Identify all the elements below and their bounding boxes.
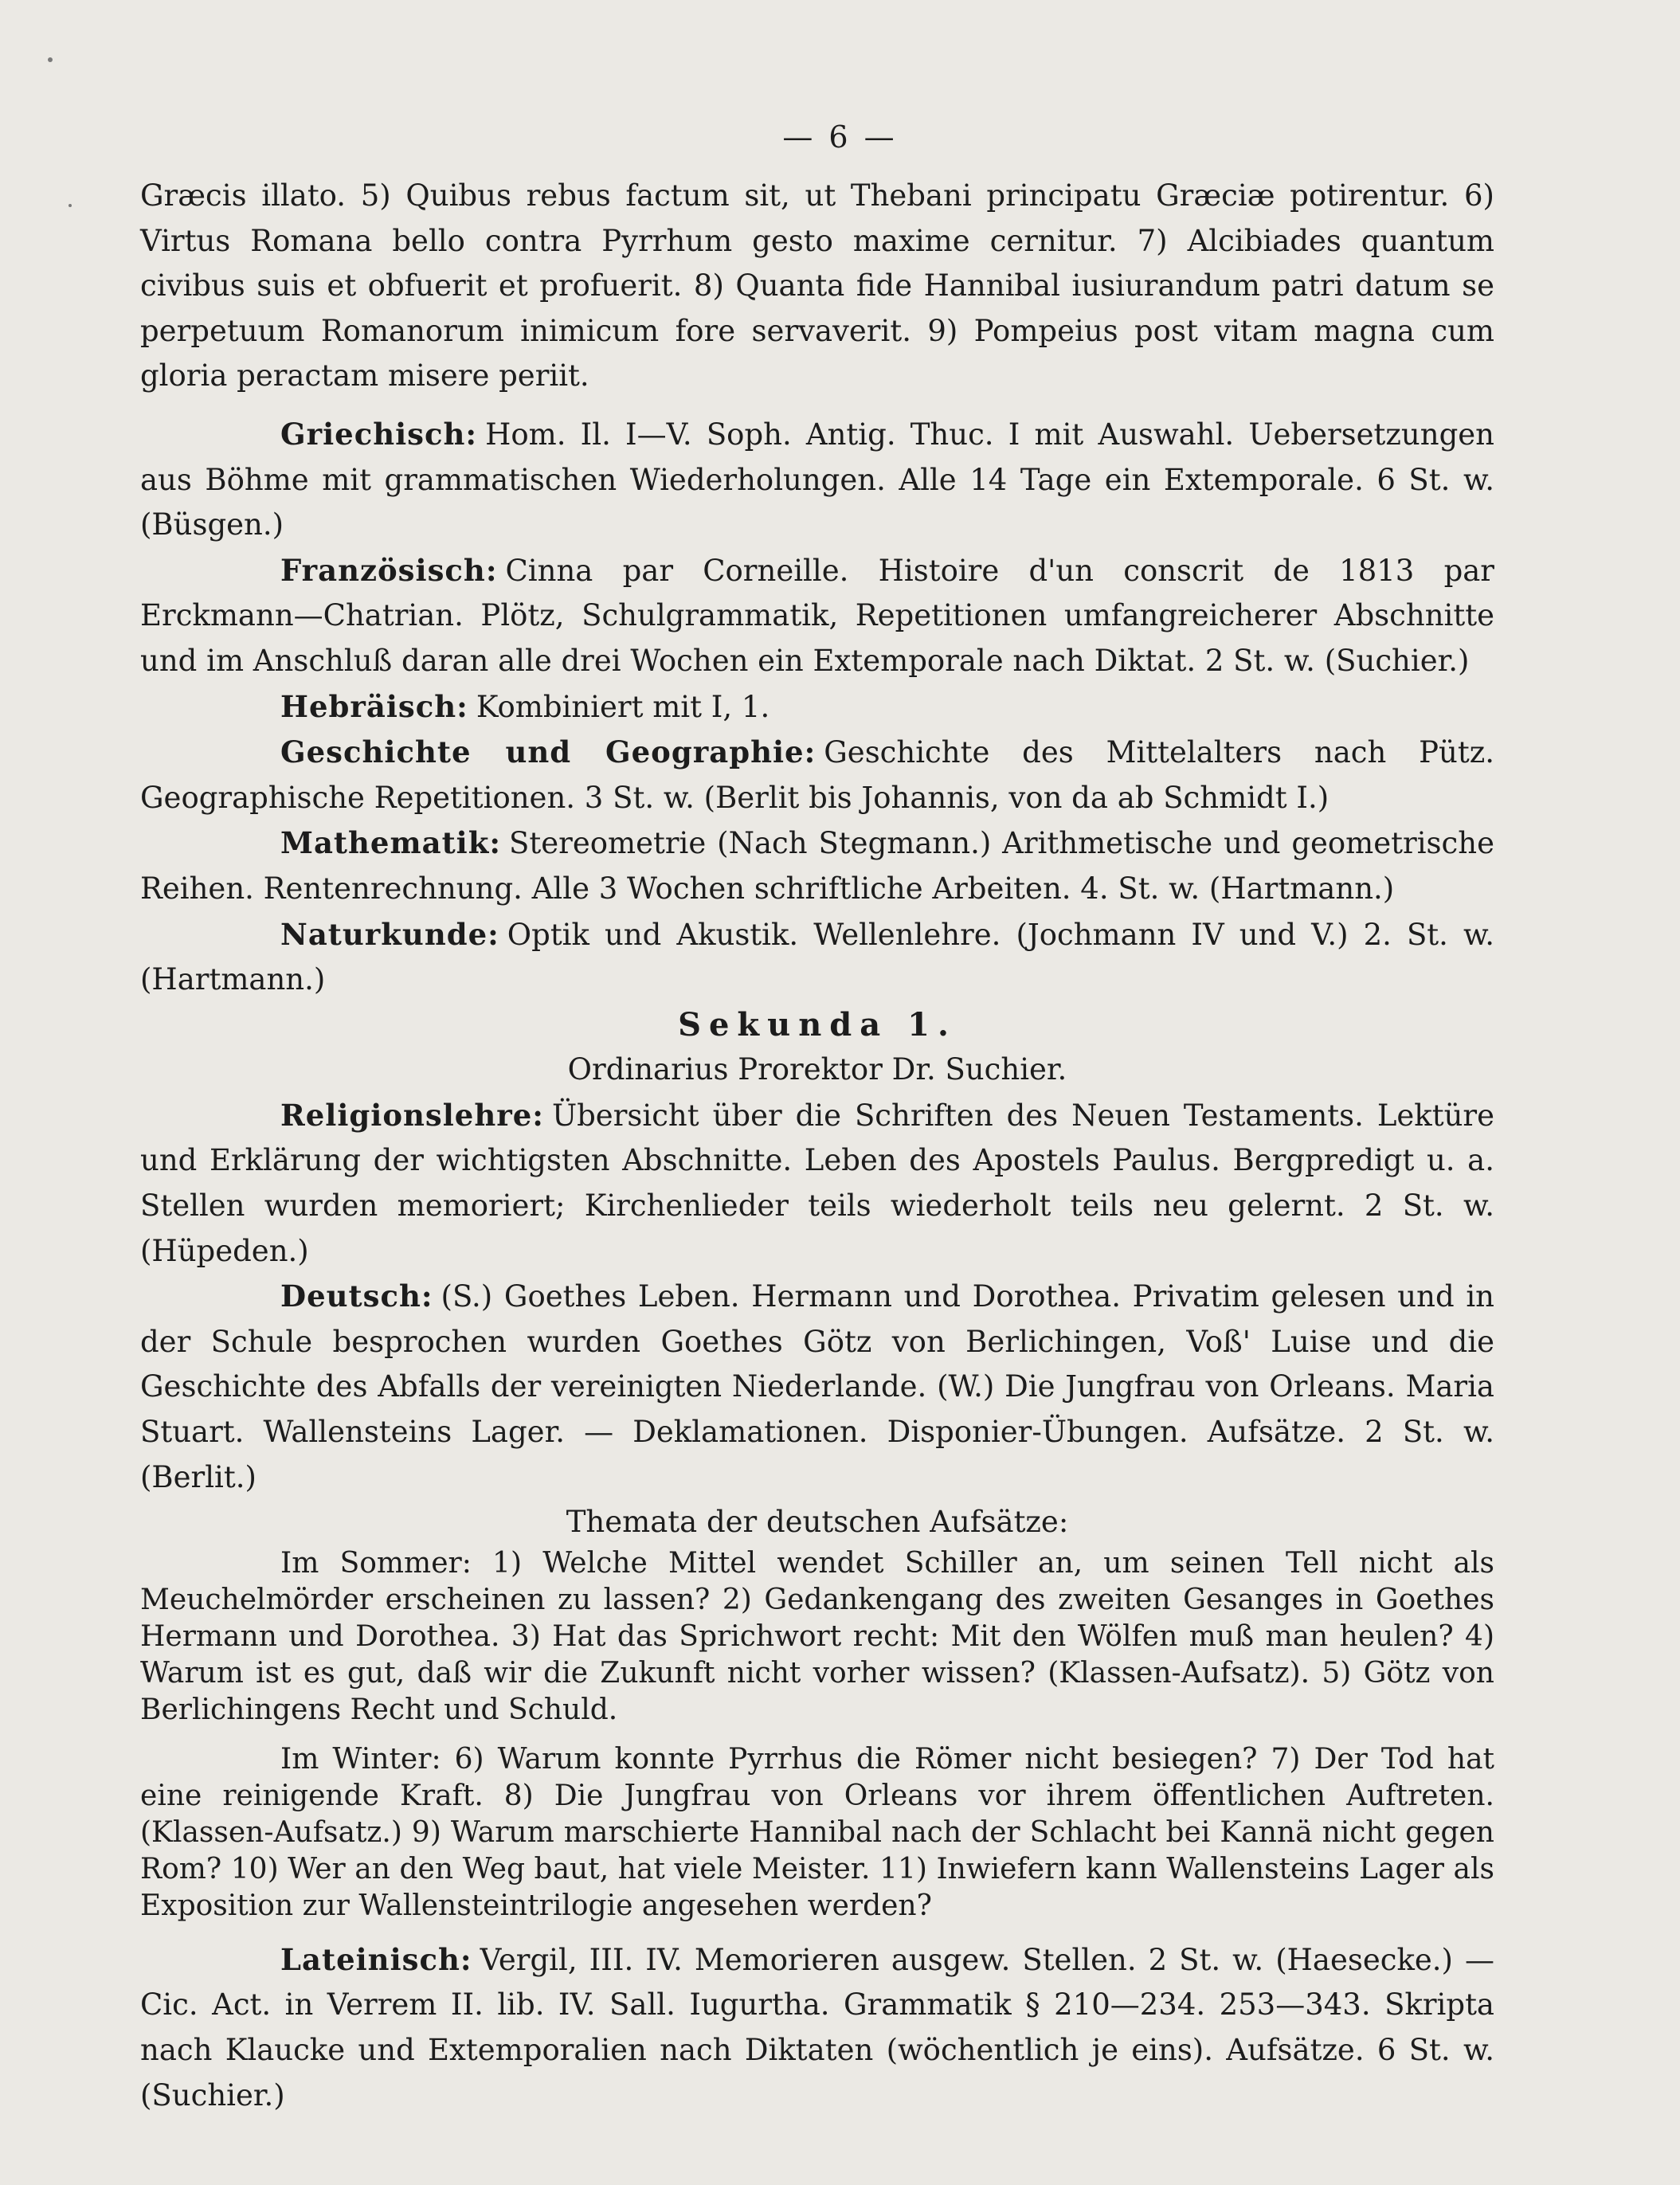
page-body [140, 174, 1494, 2118]
nature-heading: Naturkunde: [280, 916, 499, 952]
latin-text: Vergil, III. IV. Memorieren ausgew. Stellen. 2 St. w. (Haesecke.) — Cic. Act. in Verrem II. lib. IV. Sall. Iugurtha. Grammatik § 210—234. 253—343. Skripta nach Klaucke und Extemporalien nach Diktaten (wöchentlich je eins). Aufsätze. 6 St. w. (Suchier.) [140, 1942, 1494, 2113]
history-text: Geschichte des Mittelalters nach Pütz. Geographische Repetitionen. 3 St. w. (Berlit bis Johannis, von da ab Schmidt I.) [140, 735, 1494, 815]
nature-paragraph [140, 912, 1494, 1003]
german-paragraph [140, 1274, 1494, 1500]
page-number: — 6 — [782, 119, 898, 155]
hebrew-paragraph [140, 684, 1494, 730]
greek-paragraph [140, 412, 1494, 548]
paper-speck [69, 204, 72, 207]
religion-paragraph [140, 1093, 1494, 1274]
history-paragraph [140, 730, 1494, 820]
french-text: Cinna par Corneille. Histoire d'un conscrit de 1813 par Erckmann—Chatrian. Plötz, Schulgrammatik, Repetitionen umfangreicherer Abschnitte und im Anschluß daran alle drei Wochen ein Extemporale nach Diktat. 2 St. w. (Suchier.) [140, 553, 1494, 678]
latin-paragraph [140, 1937, 1494, 2118]
greek-text: Hom. Il. I—V. Soph. Antig. Thuc. I mit Auswahl. Uebersetzungen aus Böhme mit grammatischen Wiederholungen. Alle 14 Tage ein Extemporale. 6 St. w. (Büsgen.) [140, 417, 1494, 542]
math-text: Stereometrie (Nach Stegmann.) Arithmetische und geometrische Reihen. Rentenrechnung. Alle 3 Wochen schriftliche Arbeiten. 4. St. w. (Hartmann.) [140, 826, 1494, 906]
religion-text: Übersicht über die Schriften des Neuen Testaments. Lektüre und Erklärung der wichtigsten Abschnitte. Leben des Apostels Paulus. Bergpredigt u. a. Stellen wurden memoriert; Kirchenlieder teils wiederholt teils neu gelernt. 2 St. w. (Hüpeden.) [140, 1098, 1494, 1268]
intro-paragraph: Græcis illato. 5) Quibus rebus factum sit, ut Thebani principatu Græciæ potirentur. 6) Virtus Romana bello contra Pyrrhum gesto maxime cernitur. 7) Alcibiades quantum civibus suis et obfuerit et profuerit. 8) Quanta fide Hannibal iusiurandum patri datum se perpetuum Romanorum inimicum fore servaverit. 9) Pompeius post vitam magna cum gloria peractam misere periit. [140, 178, 1494, 394]
section-title: Sekunda 1. [678, 1005, 957, 1044]
hebrew-text: Kombiniert mit I, 1. [476, 689, 770, 724]
math-heading: Mathematik: [280, 825, 502, 861]
paper-speck [48, 57, 53, 62]
french-paragraph [140, 548, 1494, 684]
religion-heading: Religionslehre: [280, 1097, 544, 1133]
hebrew-heading: Hebräisch: [280, 688, 468, 724]
themes-heading: Themata der deutschen Aufsätze: [566, 1505, 1069, 1540]
summer-themes: Im Sommer: 1) Welche Mittel wendet Schiller an, um seinen Tell nicht als Meuchelmörder erscheinen zu lassen? 2) Gedankengang des zweiten Gesanges in Goethes Hermann und Dorothea. 3) Hat das Sprichwort recht: Mit den Wölfen muß man heulen? 4) Warum ist es gut, daß wir die Zukunft nicht vorher wissen? (Klassen-Aufsatz). 5) Götz von Berlichingens Recht und Schuld. [140, 1546, 1494, 1726]
math-paragraph [140, 820, 1494, 911]
french-heading: Französisch: [280, 552, 498, 588]
nature-text: Optik und Akustik. Wellenlehre. (Jochmann IV und V.) 2. St. w. (Hartmann.) [140, 917, 1494, 997]
history-heading: Geschichte und Geographie: [280, 734, 817, 770]
section-subtitle: Ordinarius Prorektor Dr. Suchier. [567, 1052, 1067, 1087]
german-heading: Deutsch: [280, 1278, 433, 1314]
latin-heading: Lateinisch: [280, 1941, 472, 1977]
greek-heading: Griechisch: [280, 416, 478, 452]
german-text: (S.) Goethes Leben. Hermann und Dorothea. Privatim gelesen und in der Schule besprochen wurden Goethes Götz von Berlichingen, Voß' Luise und die Geschichte des Abfalls der vereinigten Niederlande. (W.) Die Jungfrau von Orleans. Maria Stuart. Wallensteins Lager. — Deklamationen. Disponier-Übungen. Aufsätze. 2 St. w. (Berlit.) [140, 1279, 1494, 1494]
winter-themes: Im Winter: 6) Warum konnte Pyrrhus die Römer nicht besiegen? 7) Der Tod hat eine reinigende Kraft. 8) Die Jungfrau von Orleans vor ihrem öffentlichen Auftreten. (Klassen-Aufsatz.) 9) Warum marschierte Hannibal nach der Schlacht bei Kannä nicht gegen Rom? 10) Wer an den Weg baut, hat viele Meister. 11) Inwiefern kann Wallensteins Lager als Exposition zur Wallensteintrilogie angesehen werden? [140, 1742, 1494, 1922]
